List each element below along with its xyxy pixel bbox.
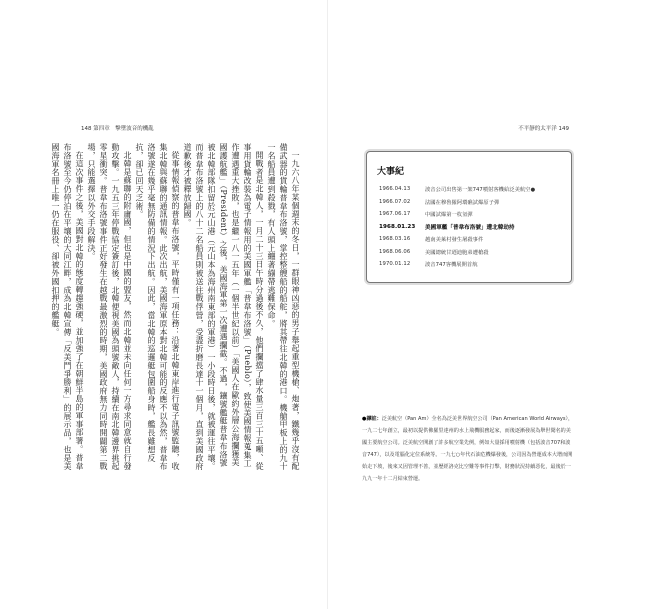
event-date: 1968.01.23: [379, 223, 416, 230]
event-date: 1967.06.17: [379, 211, 411, 218]
event-description: 美國軍艦「普韋布洛號」遭北韓劫持: [425, 224, 515, 231]
timeline-box: [366, 151, 572, 283]
timeline-row: [379, 208, 564, 221]
running-header-right: 不平靜的太平洋 149: [518, 126, 569, 132]
note-text: 泛美航空（Pan Am）全名為泛美世界航空公司（Pan American World Airways），一九二七年創立，最初以提供佛羅里達州的水上飛機服務起家，而後逐漸發展為舉世聞名的美國主要航空公司。泛美航空開創了許多航空業先例，例如大量採用噴射機（包括波音707和波音747），以及電腦化定位系統等。一九七○年代石油危機爆發後，公司因為營運成本大增而開始走下坡，後來又因管理不善，並歷經洛克比空難等事件打擊，財務狀況持續惡化，最後於一九九一年十二月結束營運。: [362, 416, 574, 482]
timeline-row: [379, 183, 564, 196]
paragraph: 開戰者是北韓人，一月二十三日午時分過後不久，他們攔擋了肆水量三百三十五噸、從事用貨輪改裝為電子情報用的美國軍艦「普韋布洛號」（Pueblo），致使美國情報蒐集工作遭遇重大挫敗，也是繼一八一五年（一個半世紀以前）「美國人在歐約外層公海攔獲美國護航艦」（President）之後，美國海軍第一次遭遇攔截。不過，鑲號艦艇普韋布洛號被北韓部隊扣留於元山港（元山本為海州南東部的軍港）一小段時日後，就被運往平壤。而普韋布洛號上的八十二名船員則被送往戰俘營，受盡折磨長達十一個月，直到美國政府道歉後才被釋放歸國。: [183, 143, 264, 471]
main-vertical-text: [51, 143, 301, 473]
timeline-row: [379, 258, 564, 271]
timeline-row: [379, 233, 564, 246]
event-date: 1970.01.12: [379, 261, 411, 268]
event-description: 中國試爆第一枚氫彈: [425, 212, 473, 219]
timeline-row: [379, 246, 564, 259]
paragraph: 從事情報偵察的普韋布洛號，平時僅有一項任務：沿著北韓東岸進行電子訊號監聽，收集北韓與蘇聯的通訊情報。此次出航，美國海軍原本對北韓可能的反應不以為然，普韋布洛號遂在幾乎毫無防備的情況下出航。因此，當北韓的巡邏艇包圍船身時，艦長雖想反抗，卻已回天乏術。: [135, 143, 180, 471]
running-header-left: 148 第四章 撃墜波音的機亂: [81, 126, 154, 132]
timeline-title: 大事紀: [377, 167, 405, 177]
note-label: ●譯註：: [362, 416, 382, 422]
event-description: 美國總統甘迺迪胞弟遭槍殺: [425, 249, 489, 256]
event-date: 1968.06.06: [379, 248, 411, 255]
event-description: 波音公司出售第一架747噴射客機給泛美航空●: [425, 187, 536, 194]
paragraph: 一九六八年某個週末的冬日，一群眼神凶惡的男子舉起重型機槍、炮著，鐵幾乎沒有配備武器的貨輪普韋布洛號，掌控整艘船的船舵，將其帶往北韓的港口。機艙甲板上的九十一名船員遭到殺戮，有人頭上纏著繃帶逃難保命。: [267, 143, 300, 471]
event-date: 1966.07.02: [379, 198, 411, 205]
timeline-row: [379, 196, 564, 209]
paragraph: 在這次事件之後，美國對北韓的態度轉趨強硬，並加強了在朝鮮半島的軍事部署。普韋布洛號至今仍停泊在平壤的大同江畔，成為北韓宣傳「反美鬥爭勝利」的展示品，也是美國海軍名冊上唯一仍在服役、卻被外國扣押的艦艇。: [51, 143, 84, 471]
book-gutter: [327, 0, 328, 609]
event-description: 越南美萊村發生屠殺事件: [425, 237, 484, 244]
paragraph: 北韓是蘇聯的附庸國，但也是中國的盟友，然而北韓並未向任何一方尋求同意就自行發動攻擊。一九五三年停戰協定簽訂後，北韓便視美國為頭號敵人，持續在南北韓邊界挑起零星衝突。普韋布洛號事件正好發生在越戰最激烈的時期，美國政府無力同時開闢第二戰場，只能選擇以外交手段解決。: [87, 143, 132, 471]
event-date: 1968.03.16: [379, 236, 411, 243]
timeline-row-highlight: [379, 221, 564, 234]
translator-note: [362, 413, 575, 485]
timeline-list: [379, 183, 564, 271]
event-description: 波音747客機展開首航: [425, 262, 478, 269]
event-date: 1966.04.13: [379, 186, 411, 193]
event-description: 法國在穆魯羅阿環礁試爆原子彈: [425, 199, 500, 206]
